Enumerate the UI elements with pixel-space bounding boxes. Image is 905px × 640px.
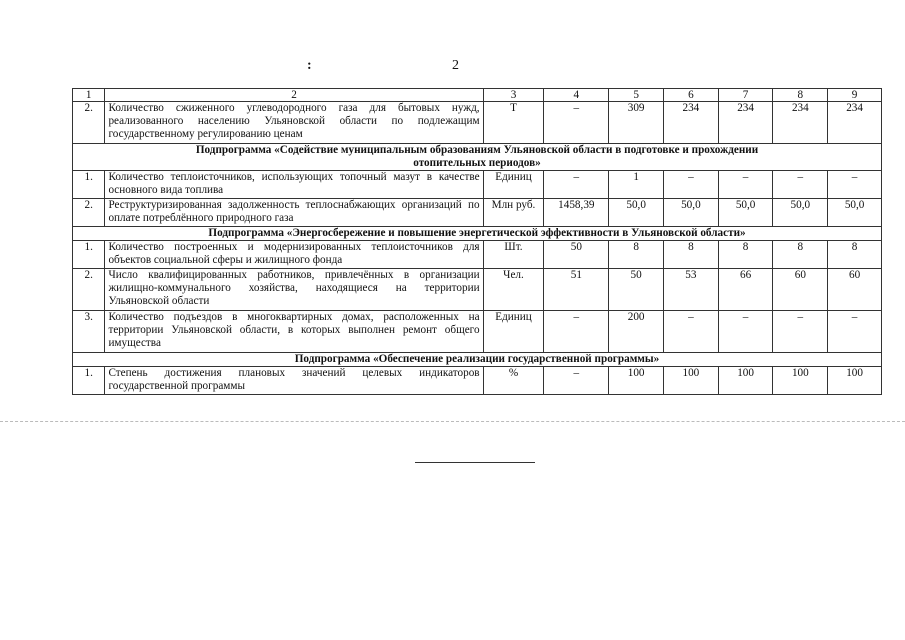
value-cell: 50,0	[664, 199, 719, 227]
indicator-name: Количество теплоисточников, использующих топочный мазут в качестве основного вида топлива	[105, 171, 483, 199]
value-cell: 234	[828, 102, 882, 144]
value-cell: 8	[828, 241, 882, 269]
value-cell: 50,0	[718, 199, 773, 227]
value-cell: 234	[718, 102, 773, 144]
value-cell: 8	[773, 241, 828, 269]
value-cell: –	[718, 311, 773, 353]
value-cell: 50,0	[609, 199, 664, 227]
value-cell: –	[664, 171, 719, 199]
value-cell: –	[544, 171, 609, 199]
row-number: 1.	[73, 367, 105, 395]
value-cell: 200	[609, 311, 664, 353]
row-number: 2.	[73, 269, 105, 311]
row-number: 3.	[73, 311, 105, 353]
header-cell: 9	[828, 89, 882, 102]
unit-cell: Единиц	[483, 311, 544, 353]
value-cell: 51	[544, 269, 609, 311]
value-cell: 50,0	[773, 199, 828, 227]
unit-cell: Т	[483, 102, 544, 144]
row-number: 1.	[73, 241, 105, 269]
table-row	[73, 171, 882, 199]
value-cell: –	[718, 171, 773, 199]
header-row	[73, 89, 882, 102]
value-cell: –	[664, 311, 719, 353]
row-number: 2.	[73, 199, 105, 227]
value-cell: 309	[609, 102, 664, 144]
header-cell: 8	[773, 89, 828, 102]
indicator-name: Количество подъездов в многоквартирных домах, расположенных на территории Ульяновской области, в которых выполнен ремонт общего имущества	[105, 311, 483, 353]
indicator-name: Степень достижения плановых значений целевых индикаторов государственной программы	[105, 367, 483, 395]
value-cell: –	[828, 311, 882, 353]
section-title: Подпрограмма «Энергосбережение и повышение энергетической эффективности в Ульяновской области»	[73, 227, 882, 241]
value-cell: –	[544, 102, 609, 144]
value-cell: –	[544, 311, 609, 353]
header-cell: 6	[664, 89, 719, 102]
header-cell: 7	[718, 89, 773, 102]
page-number: 2	[452, 58, 459, 73]
value-cell: 100	[664, 367, 719, 395]
value-cell: –	[773, 311, 828, 353]
header-cell: 5	[609, 89, 664, 102]
value-cell: 50	[544, 241, 609, 269]
indicator-name: Количество построенных и модернизированных теплоисточников для объектов социальной сферы и жилищного фонда	[105, 241, 483, 269]
value-cell: 234	[664, 102, 719, 144]
section-row	[73, 144, 882, 171]
header-cell: 2	[105, 89, 483, 102]
table-row	[73, 199, 882, 227]
value-cell: 60	[828, 269, 882, 311]
section-row	[73, 227, 882, 241]
value-cell: 50,0	[828, 199, 882, 227]
table-row	[73, 367, 882, 395]
unit-cell: Шт.	[483, 241, 544, 269]
table-row	[73, 269, 882, 311]
section-row	[73, 353, 882, 367]
indicator-name: Реструктуризированная задолженность теплоснабжающих организаций по оплате потреблённого природного газа	[105, 199, 483, 227]
value-cell: 8	[609, 241, 664, 269]
value-cell: 8	[718, 241, 773, 269]
row-number: 1.	[73, 171, 105, 199]
value-cell: 100	[828, 367, 882, 395]
header-cell: 3	[483, 89, 544, 102]
row-number: 2.	[73, 102, 105, 144]
value-cell: 100	[718, 367, 773, 395]
indicator-name: Число квалифицированных работников, привлечённых в организации жилищно-коммунального хозяйства, находящиеся на территории Ульяновской области	[105, 269, 483, 311]
value-cell: 66	[718, 269, 773, 311]
header-cell: 1	[73, 89, 105, 102]
indicator-table	[72, 88, 882, 395]
end-rule	[415, 462, 535, 463]
value-cell: 234	[773, 102, 828, 144]
value-cell: 1	[609, 171, 664, 199]
unit-cell: %	[483, 367, 544, 395]
value-cell: 1458,39	[544, 199, 609, 227]
table-row	[73, 311, 882, 353]
unit-cell: Единиц	[483, 171, 544, 199]
scan-artifact-line	[0, 421, 905, 422]
value-cell: –	[773, 171, 828, 199]
table-row	[73, 102, 882, 144]
unit-cell: Млн руб.	[483, 199, 544, 227]
indicator-name: Количество сжиженного углеводородного газа для бытовых нужд, реализованного населению Ульяновской области по подлежащим государственному регулированию ценам	[105, 102, 483, 144]
value-cell: 8	[664, 241, 719, 269]
scan-mark: :	[307, 58, 312, 73]
header-cell: 4	[544, 89, 609, 102]
value-cell: 100	[773, 367, 828, 395]
section-title: Подпрограмма «Обеспечение реализации государственной программы»	[73, 353, 882, 367]
value-cell: 50	[609, 269, 664, 311]
unit-cell: Чел.	[483, 269, 544, 311]
value-cell: 100	[609, 367, 664, 395]
section-title: Подпрограмма «Содействие муниципальным образованиям Ульяновской области в подготовке и прохождении отопительных периодов»	[73, 144, 882, 171]
value-cell: –	[828, 171, 882, 199]
value-cell: 53	[664, 269, 719, 311]
value-cell: –	[544, 367, 609, 395]
value-cell: 60	[773, 269, 828, 311]
table-row	[73, 241, 882, 269]
